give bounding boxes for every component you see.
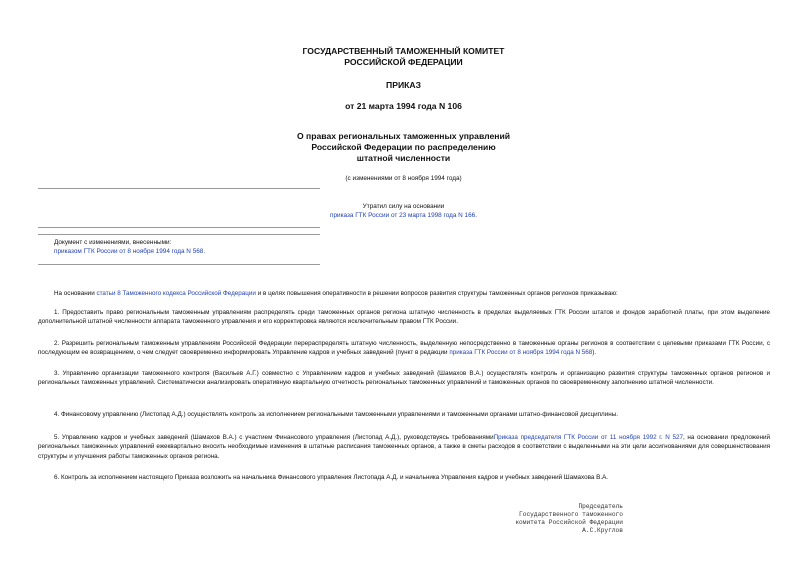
paragraph-2: 2. Разрешить региональным таможенным управлениям Российской Федерации перераспределять штатную численность, выделенную непосредственно в таможенные органы регионов в соответствии с целевыми приказами ГТК России, с последующим ее возвращением, о чем следует своевременно информировать Управление кадров и учебных заведений (пункт в редакции приказа ГТК России от 8 ноября 1994 года N 568). (38, 340, 770, 357)
amendments-note: (с изменениями от 8 ноября 1994 года) (345, 175, 462, 182)
signature-line2: Государственного таможенного (519, 511, 623, 518)
doc-title-line2: Российской Федерации по распределению (311, 142, 496, 152)
org-name-line2: РОССИЙСКОЙ ФЕДЕРАЦИИ (344, 57, 463, 67)
order-527-link[interactable]: Приказа председателя ГТК России от 11 ноября 1992 г. N 527 (493, 434, 683, 441)
paragraph-1: 1. Предоставить право региональным таможенным управлениям распределять среди таможенных органов региона штатную численность в пределах выделяемых ГТК России штатов и фондов заработной платы, при этом выделение дополнительной штатной численности аппарата таможенного управления и его корректировка являются исключительным правом ГТК России. (38, 309, 770, 326)
doc-type: ПРИКАЗ (386, 80, 421, 90)
status-note (0, 202, 807, 220)
paragraph-5: 5. Управлению кадров и учебных заведений (Шамахов В.А.) с участием Финансового управления (Листопад А.Д.), руководствуясь требованиямиПриказа председателя ГТК России от 11 ноября 1992 г. N 527, на основании предложений региональных таможенных управлений ежеквартально вносить необходимые изменения в штатные расписания таможенных органов, а также в сметы расходов в соответствии с выделенными на эти цели ассигнованиями для совершенствования структуры и улучшения работы таможенных органов региона. (38, 434, 770, 460)
paragraph-6: 6. Контроль за исполнением настоящего Приказа возложить на начальника Финансового управления Листопада А.Д. и начальника Управления кадров и учебных заведений Шамахова В.А. (54, 474, 609, 481)
status-note-link[interactable]: приказа ГТК России от 23 марта 1998 года N 166. (330, 212, 477, 219)
signature-block (515, 503, 623, 535)
paragraph-3: 3. Управлению организации таможенного контроля (Васильев А.Г.) совместно с Управлением кадров и учебных заведений (Шамахов В.А.) осуществлять контроль и организацию развития структуры таможенных органов регионов и региональных таможенных управлений. Систематически анализировать оперативную квартальную отчетность региональных таможенных управлений и таможенных органов по своевременному заполнению штатной численности. (38, 370, 770, 387)
doc-title-line1: О правах региональных таможенных управлений (296, 131, 511, 141)
divider (38, 188, 320, 189)
signature-name: А.С.Круглов (582, 527, 623, 534)
org-name-line1: ГОСУДАРСТВЕННЫЙ ТАМОЖЕННЫЙ КОМИТЕТ (302, 46, 505, 56)
changes-note-text: Документ с изменениями, внесенными: (54, 239, 172, 246)
doc-title-line3: штатной численности (356, 153, 451, 163)
changes-note (54, 238, 205, 256)
paragraph-4: 4. Финансовому управлению (Листопад А.Д.) осуществлять контроль за исполнением региональными таможенными управлениями и таможенными органами штатно-финансовой дисциплины. (54, 411, 618, 418)
order-568-link[interactable]: приказа ГТК России от 8 ноября 1994 года N 568 (449, 349, 593, 357)
code-article-link[interactable]: статьи 8 Таможенного кодекса Российской Федерации (96, 290, 256, 297)
status-note-text: Утратил силу на основании (362, 203, 445, 210)
divider (38, 227, 320, 228)
doc-date: от 21 марта 1994 года N 106 (345, 101, 462, 111)
divider (38, 264, 320, 265)
signature-line1: Председатель (578, 503, 623, 510)
divider (38, 234, 320, 235)
changes-note-link[interactable]: приказом ГТК России от 8 ноября 1994 года N 568. (54, 248, 206, 255)
intro-paragraph: На основании статьи 8 Таможенного кодекса Российской Федерации и в целях повышения оперативности в решении вопросов развития структуры таможенных органов регионов приказываю: (54, 290, 618, 297)
signature-line3: комитета Российской Федерации (515, 519, 623, 526)
